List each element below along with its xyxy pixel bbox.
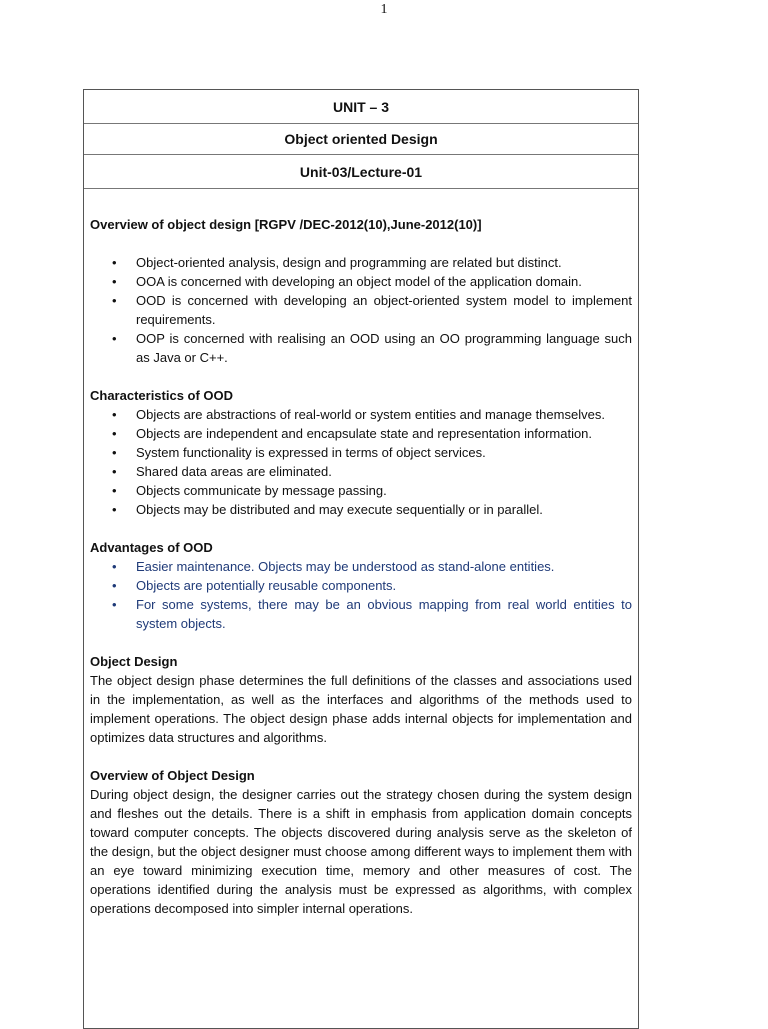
list-item: • Objects are potentially reusable components. — [90, 576, 632, 595]
object-design-heading: Object Design — [90, 654, 178, 669]
advantages-heading: Advantages of OOD — [90, 540, 213, 555]
overview-object-design-heading: Overview of Object Design — [90, 768, 255, 783]
list-item: • Objects communicate by message passing. — [90, 481, 632, 500]
list-item: • For some systems, there may be an obvious mapping from real world entities to system objects. — [90, 595, 632, 633]
list-item: • Easier maintenance. Objects may be understood as stand-alone entities. — [90, 557, 632, 576]
overview-heading: Overview of object design [RGPV /DEC-2012(10),June-2012(10)] — [90, 217, 482, 232]
advantages-list — [90, 557, 632, 633]
lecture-frame — [83, 89, 639, 1029]
list-item: • Objects are independent and encapsulate state and representation information. — [90, 424, 632, 443]
characteristics-heading: Characteristics of OOD — [90, 388, 234, 403]
list-item: • Shared data areas are eliminated. — [90, 462, 632, 481]
overview-list — [90, 253, 632, 367]
overview-object-design-paragraph: During object design, the designer carries out the strategy chosen during the system design and fleshes out the details. There is a shift in emphasis from application domain concepts toward computer concepts. The objects discovered during analysis serve as the skeleton of the design, but the object designer must choose among different ways to implement them with an eye toward minimizing execution time, memory and other measures of cost. The operations identified during the analysis must be expressed as algorithms, with complex operations decomposed into simpler internal operations. — [90, 787, 632, 916]
lecture-content — [84, 215, 638, 918]
characteristics-list — [90, 405, 632, 519]
list-item: • OOD is concerned with developing an object-oriented system model to implement requirements. — [90, 291, 632, 329]
list-item: • OOA is concerned with developing an object model of the application domain. — [90, 272, 632, 291]
list-item: • Objects may be distributed and may execute sequentially or in parallel. — [90, 500, 632, 519]
list-item: • System functionality is expressed in terms of object services. — [90, 443, 632, 462]
document-title: Object oriented Design — [84, 124, 638, 155]
object-design-paragraph: The object design phase determines the full definitions of the classes and associations used in the implementation, as well as the interfaces and algorithms of the methods used to implement operations. The object design phase adds internal objects for implementation and optimizes data structures and algorithms. — [90, 673, 632, 745]
page-number: 1 — [380, 2, 388, 17]
list-item: • Object-oriented analysis, design and programming are related but distinct. — [90, 253, 632, 272]
lecture-heading: Unit-03/Lecture-01 — [84, 155, 638, 189]
list-item: • Objects are abstractions of real-world or system entities and manage themselves. — [90, 405, 632, 424]
list-item: • OOP is concerned with realising an OOD using an OO programming language such as Java or C++. — [90, 329, 632, 367]
unit-heading: UNIT – 3 — [84, 90, 638, 124]
